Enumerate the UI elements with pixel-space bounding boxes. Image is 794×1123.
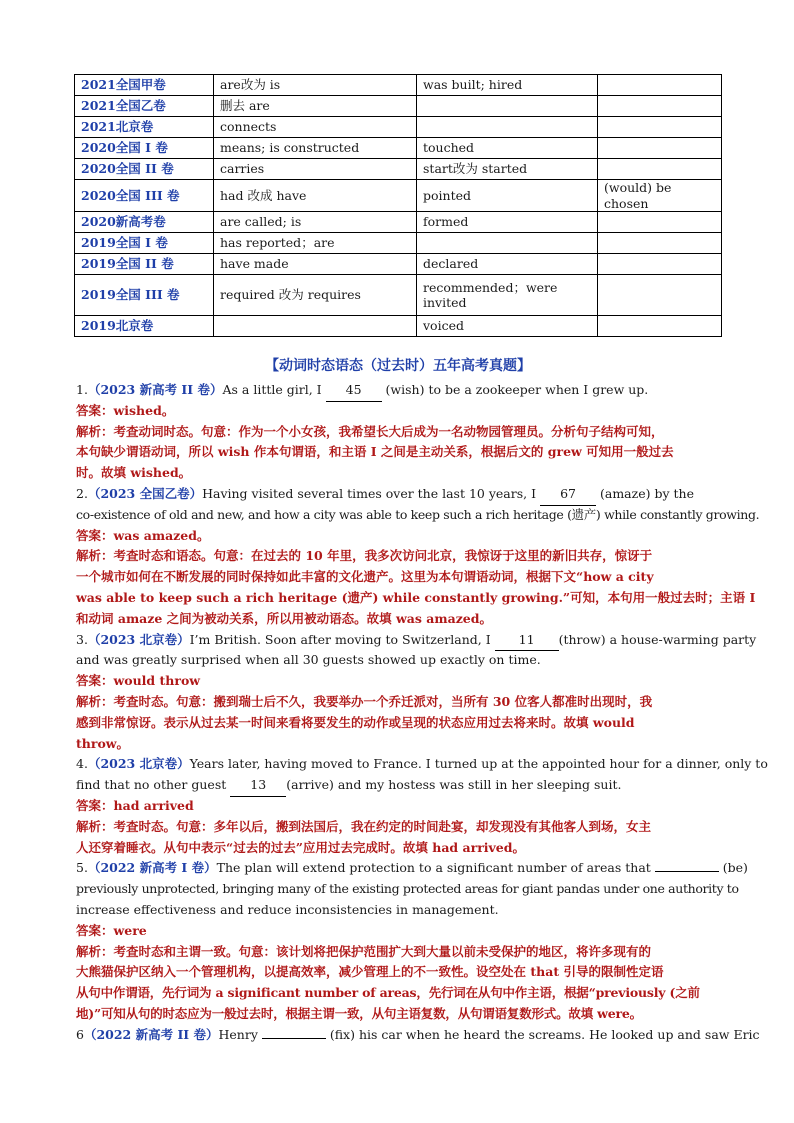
table-row: [75, 159, 722, 180]
table-row: [75, 233, 722, 254]
answer-cell: [598, 117, 722, 138]
answer-cell: voiced: [417, 316, 598, 337]
question-number: 3.: [76, 631, 88, 647]
answer-cell: [417, 96, 598, 117]
exam-name-cell: 2019北京卷: [75, 316, 214, 337]
exam-name-cell: 2021全国甲卷: [75, 75, 214, 96]
answer-cell: had 改成 have: [214, 180, 417, 212]
explanation-line: 感到非常惊讶。表示从过去某一时间来看将要发生的动作或呈现的状态应用过去将来时。故填 would: [76, 714, 635, 730]
answer-cell: [214, 316, 417, 337]
answer-cell: has reported；are: [214, 233, 417, 254]
table-row: [75, 96, 722, 117]
exam-name-cell: 2019全国 II 卷: [75, 254, 214, 275]
answer-blank[interactable]: 13: [230, 775, 286, 797]
answer-cell: are改为 is: [214, 75, 417, 96]
question-source: （2023 北京卷）: [87, 756, 190, 772]
answer-cell: touched: [417, 138, 598, 159]
question-text: previously unprotected, bringing many of the existing protected areas for giant pandas under one authority to: [76, 881, 739, 897]
answer-line: 答案：wished。: [76, 402, 175, 418]
answer-cell: means; is constructed: [214, 138, 417, 159]
answer-cell: have made: [214, 254, 417, 275]
answer-blank[interactable]: [262, 1038, 326, 1039]
answer-cell: [598, 316, 722, 337]
table-row: [75, 117, 722, 138]
explanation-line: 解析：考查时态和主谓一致。句意：该计划将把保护范围扩大到大量以前未受保护的地区，将许多现有的: [76, 943, 652, 959]
answer-cell: recommended；were invited: [417, 275, 598, 316]
question-text: (throw) a house-warming party: [558, 631, 757, 647]
question-2: [76, 484, 760, 630]
question-5: [76, 858, 748, 1024]
explanation-line: 从句中作谓语，先行词为 a significant number of areas，先行词在从句中作主语，根据“previously (之前: [76, 985, 700, 1001]
question-source: （2023 北京卷）: [87, 631, 190, 647]
exam-name-cell: 2020全国 II 卷: [75, 159, 214, 180]
question-text: (be): [718, 860, 748, 876]
answer-cell: pointed: [417, 180, 598, 212]
exam-name-cell: 2020全国 I 卷: [75, 138, 214, 159]
question-text: and was greatly surprised when all 30 guests showed up exactly on time.: [76, 652, 541, 668]
explanation-line: 解析：考查动词时态。句意：作为一个小女孩，我希望长大后成为一名动物园管理员。分析句子结构可知，: [76, 423, 664, 439]
question-text: The plan will extend protection to a significant number of areas that: [216, 860, 655, 876]
summary-table: [74, 74, 722, 337]
question-source: （2023 全国乙卷）: [87, 485, 203, 501]
answer-blank[interactable]: 45: [326, 380, 382, 402]
question-number: 5.: [76, 860, 88, 876]
question-4: [76, 754, 768, 858]
answer-cell: start改为 started: [417, 159, 598, 180]
explanation-line: 时。故填 wished。: [76, 465, 192, 481]
question-number: 4.: [76, 756, 88, 772]
question-number: 1.: [76, 382, 88, 397]
question-6: [76, 1025, 760, 1046]
answer-cell: [598, 275, 722, 316]
question-text: increase effectiveness and reduce inconsistencies in management.: [76, 901, 499, 917]
answer-cell: [598, 254, 722, 275]
table-row: [75, 212, 722, 233]
question-text: (arrive) and my hostess was still in her sleeping suit.: [286, 777, 622, 793]
table-row: [75, 275, 722, 316]
question-source: （2023 新高考 II 卷）: [87, 382, 223, 397]
answer-cell: formed: [417, 212, 598, 233]
question-text: find that no other guest: [76, 777, 231, 793]
table-row: [75, 254, 722, 275]
question-source: （2022 新高考 I 卷）: [87, 860, 217, 876]
exam-name-cell: 2020新高考卷: [75, 212, 214, 233]
answer-cell: [417, 233, 598, 254]
answer-cell: [598, 96, 722, 117]
answer-cell: [598, 159, 722, 180]
answer-cell: [598, 212, 722, 233]
answer-cell: (would) be chosen: [598, 180, 722, 212]
question-text: (wish) to be a zookeeper when I grew up.: [381, 382, 649, 397]
answer-cell: [598, 75, 722, 96]
answer-cell: required 改为 requires: [214, 275, 417, 316]
exam-name-cell: 2019全国 III 卷: [75, 275, 214, 316]
exam-name-cell: 2020全国 III 卷: [75, 180, 214, 212]
explanation-line: 解析：考查时态。句意：多年以后，搬到法国后，我在约定的时间赴宴，却发现没有其他客人到场，女主: [76, 818, 652, 834]
answer-line: 答案：was amazed。: [76, 527, 210, 543]
question-text: I’m British. Soon after moving to Switzerland, I: [189, 631, 495, 647]
answer-blank[interactable]: 67: [540, 484, 596, 506]
question-text: Having visited several times over the last 10 years, I: [202, 485, 541, 501]
question-source: （2022 新高考 II 卷）: [83, 1026, 219, 1042]
explanation-line: 人还穿着睡衣。从句中表示“过去的过去”应用过去完成时。故填 had arrived。: [76, 839, 525, 855]
question-1: [76, 380, 720, 484]
answer-blank[interactable]: 11: [495, 630, 559, 652]
table-row: [75, 138, 722, 159]
explanation-line: 地)”可知从句的时态应为一般过去时，根据主谓一致，从句主语复数，从句谓语复数形式。故填 were。: [76, 1005, 642, 1021]
table-row: [75, 180, 722, 212]
explanation-line: 和动词 amaze 之间为被动关系，所以用被动语态。故填 was amazed。: [76, 610, 492, 626]
question-text: co-existence of old and new, and how a city was able to keep such a rich heritage (遗产) while constantly growing.: [76, 506, 760, 522]
answer-cell: [598, 233, 722, 254]
question-number: 6: [76, 1026, 84, 1042]
answer-cell: declared: [417, 254, 598, 275]
explanation-line: 解析：考查时态。句意：搬到瑞士后不久，我要举办一个乔迁派对，当所有 30 位客人都准时出现时，我: [76, 693, 653, 709]
exam-name-cell: 2021全国乙卷: [75, 96, 214, 117]
explanation-line: 本句缺少谓语动词，所以 wish 作本句谓语，和主语 I 之间是主动关系，根据后文的 grew 可知用一般过去: [76, 444, 674, 460]
answer-cell: [598, 138, 722, 159]
question-number: 2.: [76, 485, 88, 501]
explanation-line: 大熊猫保护区纳入一个管理机构，以提高效率，减少管理上的不一致性。设空处在 that 引导的限制性定语: [76, 964, 664, 980]
section-title: 【动词时态语态（过去时）五年高考真题】: [265, 358, 531, 374]
answer-blank[interactable]: [655, 871, 719, 872]
exam-name-cell: 2019全国 I 卷: [75, 233, 214, 254]
question-text: (fix) his car when he heard the screams. He looked up and saw Eric: [325, 1026, 760, 1042]
question-3: [76, 630, 757, 755]
question-text: (amaze) by the: [596, 485, 694, 501]
questions-list: [76, 380, 768, 1046]
explanation-line: 解析：考查时态和语态。句意：在过去的 10 年里，我多次访问北京，我惊讶于这里的新旧共存，惊讶于: [76, 548, 653, 564]
answer-cell: 删去 are: [214, 96, 417, 117]
answer-line: 答案：had arrived: [76, 797, 194, 813]
explanation-line: was able to keep such a rich heritage (遗产) while constantly growing.”可知，本句用一般过去时；主语 I: [76, 589, 756, 605]
question-text: As a little girl, I: [222, 382, 326, 397]
explanation-line: 一个城市如何在不断发展的同时保持如此丰富的文化遗产。这里为本句谓语动词，根据下文“how a city: [76, 569, 654, 585]
answer-cell: [417, 117, 598, 138]
question-text: Henry: [218, 1026, 262, 1042]
table-row: [75, 75, 722, 96]
table-row: [75, 316, 722, 337]
answer-cell: carries: [214, 159, 417, 180]
answer-line: 答案：were: [76, 922, 147, 938]
explanation-line: throw。: [76, 735, 130, 751]
answer-cell: are called; is: [214, 212, 417, 233]
question-text: Years later, having moved to France. I turned up at the appointed hour for a dinner, only to: [189, 756, 768, 772]
answer-line: 答案：would throw: [76, 673, 201, 689]
answer-cell: was built; hired: [417, 75, 598, 96]
exam-name-cell: 2021北京卷: [75, 117, 214, 138]
answer-cell: connects: [214, 117, 417, 138]
